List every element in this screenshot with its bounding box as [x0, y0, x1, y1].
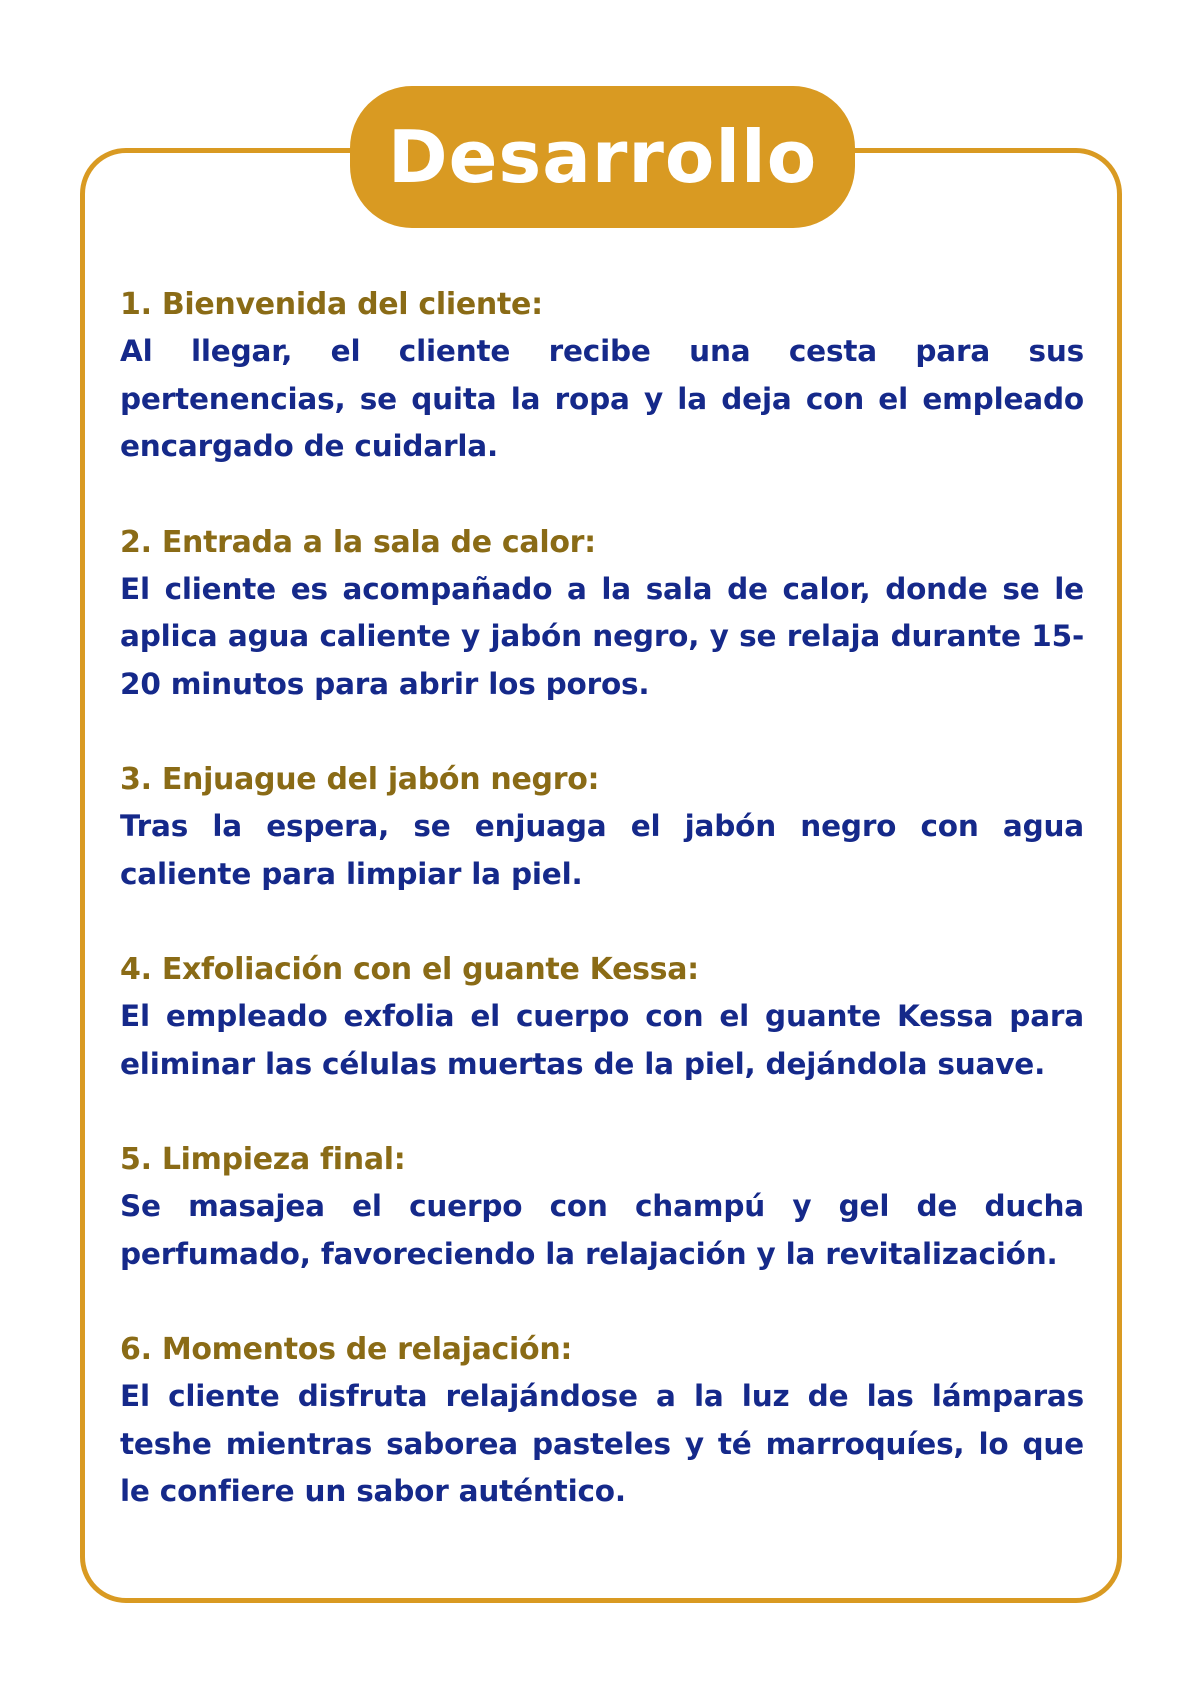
step-1	[120, 281, 1084, 471]
step-2-heading: 2. Entrada a la sala de calor:	[120, 524, 596, 560]
step-4-body: El empleado exfolia el cuerpo con el guante Kessa para eliminar las células muertas de la piel, dejándola suave.	[120, 999, 1084, 1081]
step-4	[120, 946, 1084, 1088]
step-4-heading: 4. Exfoliación con el guante Kessa:	[120, 952, 699, 987]
step-5	[120, 1136, 1084, 1278]
page-title: Desarrollo	[387, 115, 818, 199]
step-6	[120, 1326, 1084, 1516]
step-3	[120, 756, 1084, 898]
title-badge	[350, 86, 855, 228]
step-2-body: El cliente es acompañado a la sala de calor, donde se le aplica agua caliente y jabón negro, y se relaja durante 15-20 minutos para abrir los poros.	[120, 571, 1084, 701]
step-1-heading: 1. Bienvenida del cliente:	[120, 287, 543, 322]
step-6-heading: 6. Momentos de relajación:	[120, 1332, 573, 1367]
step-6-body: El cliente disfruta relajándose a la luz de las lámparas teshe mientras saborea pasteles y té marroquíes, lo que le confiere un sabor auténtico.	[120, 1379, 1084, 1508]
step-5-body: Se masajea el cuerpo con champú y gel de ducha perfumado, favoreciendo la relajación y la revitalización.	[120, 1189, 1084, 1271]
step-2	[120, 519, 1084, 709]
step-1-body: Al llegar, el cliente recibe una cesta para sus pertenencias, se quita la ropa y la deja con el empleado encargado de cuidarla.	[120, 334, 1084, 463]
steps-list	[120, 281, 1084, 1564]
step-3-body: Tras la espera, se enjuaga el jabón negro con agua caliente para limpiar la piel.	[120, 809, 1084, 891]
step-5-heading: 5. Limpieza final:	[120, 1142, 406, 1177]
step-3-heading: 3. Enjuague del jabón negro:	[120, 762, 600, 797]
